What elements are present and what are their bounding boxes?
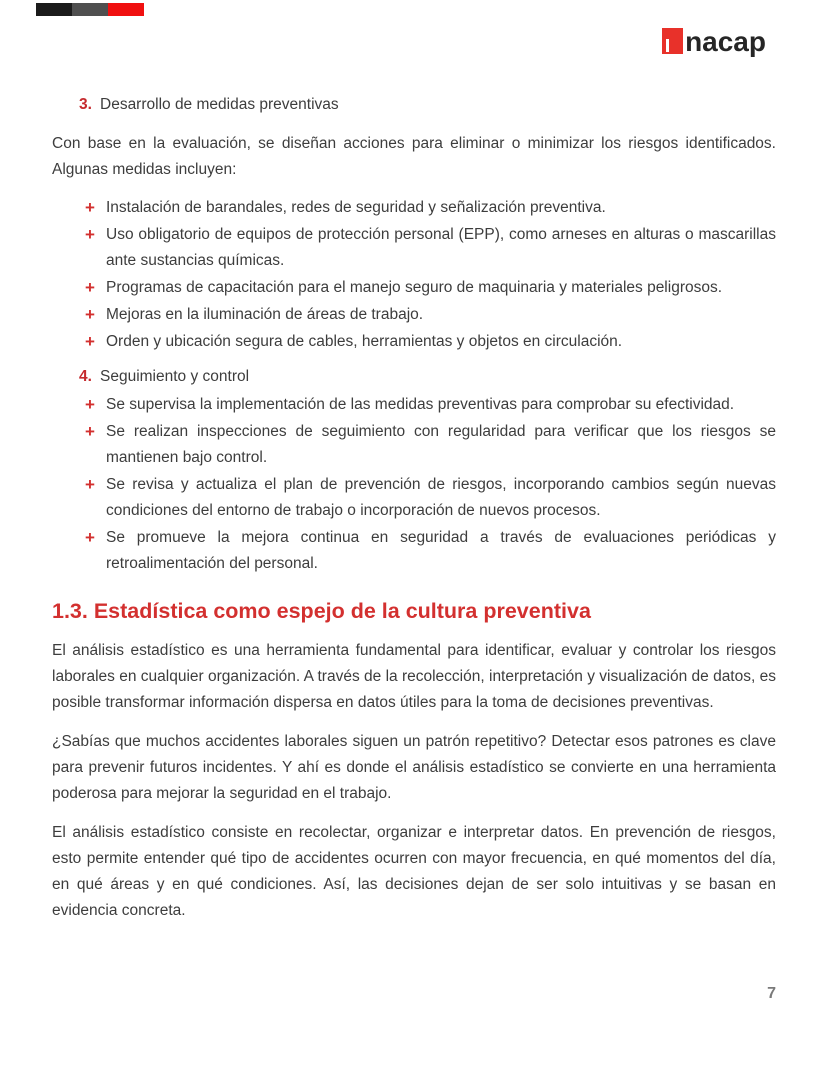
item-number: 3.: [79, 96, 92, 113]
list-item-text: Uso obligatorio de equipos de protección personal (EPP), como arneses en alturas o mascarillas ante sustancias químicas.: [106, 226, 776, 269]
color-bar-gray: [72, 3, 108, 16]
inacap-logo-mark-icon: [662, 28, 683, 54]
brand-color-bar: [36, 3, 144, 16]
list-item: [85, 275, 776, 301]
list-item-text: Se realizan inspecciones de seguimiento con regularidad para verificar que los riesgos se mantienen bajo control.: [106, 423, 776, 466]
item-title: Desarrollo de medidas preventivas: [100, 96, 339, 113]
numbered-item-3: [52, 92, 776, 118]
plus-bullet-icon: +: [85, 528, 95, 547]
list-item-text: Mejoras en la iluminación de áreas de trabajo.: [106, 306, 424, 323]
bullet-list-measures: [52, 195, 776, 355]
item-title: Seguimiento y control: [100, 368, 250, 385]
paragraph-statistics-3: El análisis estadístico consiste en recolectar, organizar e interpretar datos. En prevención de riesgos, esto permite entender qué tipo de accidentes ocurren con mayor frecuencia, en qué momentos del día, en qué áreas y en qué condiciones. Así, las decisiones dejan de ser solo intuitivas y se basan en evidencia concreta.: [52, 824, 776, 919]
plus-bullet-icon: +: [85, 225, 95, 244]
plus-bullet-icon: +: [85, 305, 95, 324]
list-item: [85, 329, 776, 355]
inacap-logo: [662, 26, 766, 58]
plus-bullet-icon: +: [85, 395, 95, 414]
list-item: [85, 222, 776, 274]
plus-bullet-icon: +: [85, 278, 95, 297]
color-bar-red: [108, 3, 144, 16]
list-item-text: Programas de capacitación para el manejo seguro de maquinaria y materiales peligrosos.: [106, 279, 723, 296]
page-number: 7: [767, 985, 776, 1002]
numbered-item-4: [52, 364, 776, 390]
list-item: [85, 195, 776, 221]
paragraph-statistics-1: El análisis estadístico es una herramienta fundamental para identificar, evaluar y controlar los riesgos laborales en cualquier organización. A través de la recolección, interpretación y visualización de datos, es posible transformar información dispersa en datos útiles para la toma de decisiones preventivas.: [52, 642, 776, 711]
bullet-list-followup: [52, 392, 776, 577]
item-number: 4.: [79, 368, 92, 385]
paragraph-statistics-2: ¿Sabías que muchos accidentes laborales siguen un patrón repetitivo? Detectar esos patrones es clave para prevenir futuros incidentes. Y ahí es donde el análisis estadístico se convierte en una herramienta poderosa para mejorar la seguridad en el trabajo.: [52, 733, 776, 802]
list-item-text: Se revisa y actualiza el plan de prevención de riesgos, incorporando cambios según nuevas condiciones del entorno de trabajo o incorporación de nuevos procesos.: [106, 476, 776, 519]
plus-bullet-icon: +: [85, 198, 95, 217]
list-item-text: Instalación de barandales, redes de seguridad y señalización preventiva.: [106, 199, 606, 216]
list-item: [85, 472, 776, 524]
inacap-logo-text: nacap: [685, 26, 766, 58]
plus-bullet-icon: +: [85, 475, 95, 494]
section-heading-1-3: 1.3. Estadística como espejo de la cultura preventiva: [52, 599, 591, 623]
list-item: [85, 302, 776, 328]
list-item: [85, 419, 776, 471]
color-bar-black: [36, 3, 72, 16]
list-item-text: Orden y ubicación segura de cables, herramientas y objetos en circulación.: [106, 333, 623, 350]
list-item-text: Se supervisa la implementación de las medidas preventivas para comprobar su efectividad.: [106, 396, 735, 413]
paragraph-intro: Con base en la evaluación, se diseñan acciones para eliminar o minimizar los riesgos identificados. Algunas medidas incluyen:: [52, 135, 776, 178]
list-item: [85, 525, 776, 577]
plus-bullet-icon: +: [85, 422, 95, 441]
list-item: [85, 392, 776, 418]
plus-bullet-icon: +: [85, 332, 95, 351]
list-item-text: Se promueve la mejora continua en seguridad a través de evaluaciones periódicas y retroalimentación del personal.: [106, 529, 776, 572]
document-body: [52, 92, 776, 924]
